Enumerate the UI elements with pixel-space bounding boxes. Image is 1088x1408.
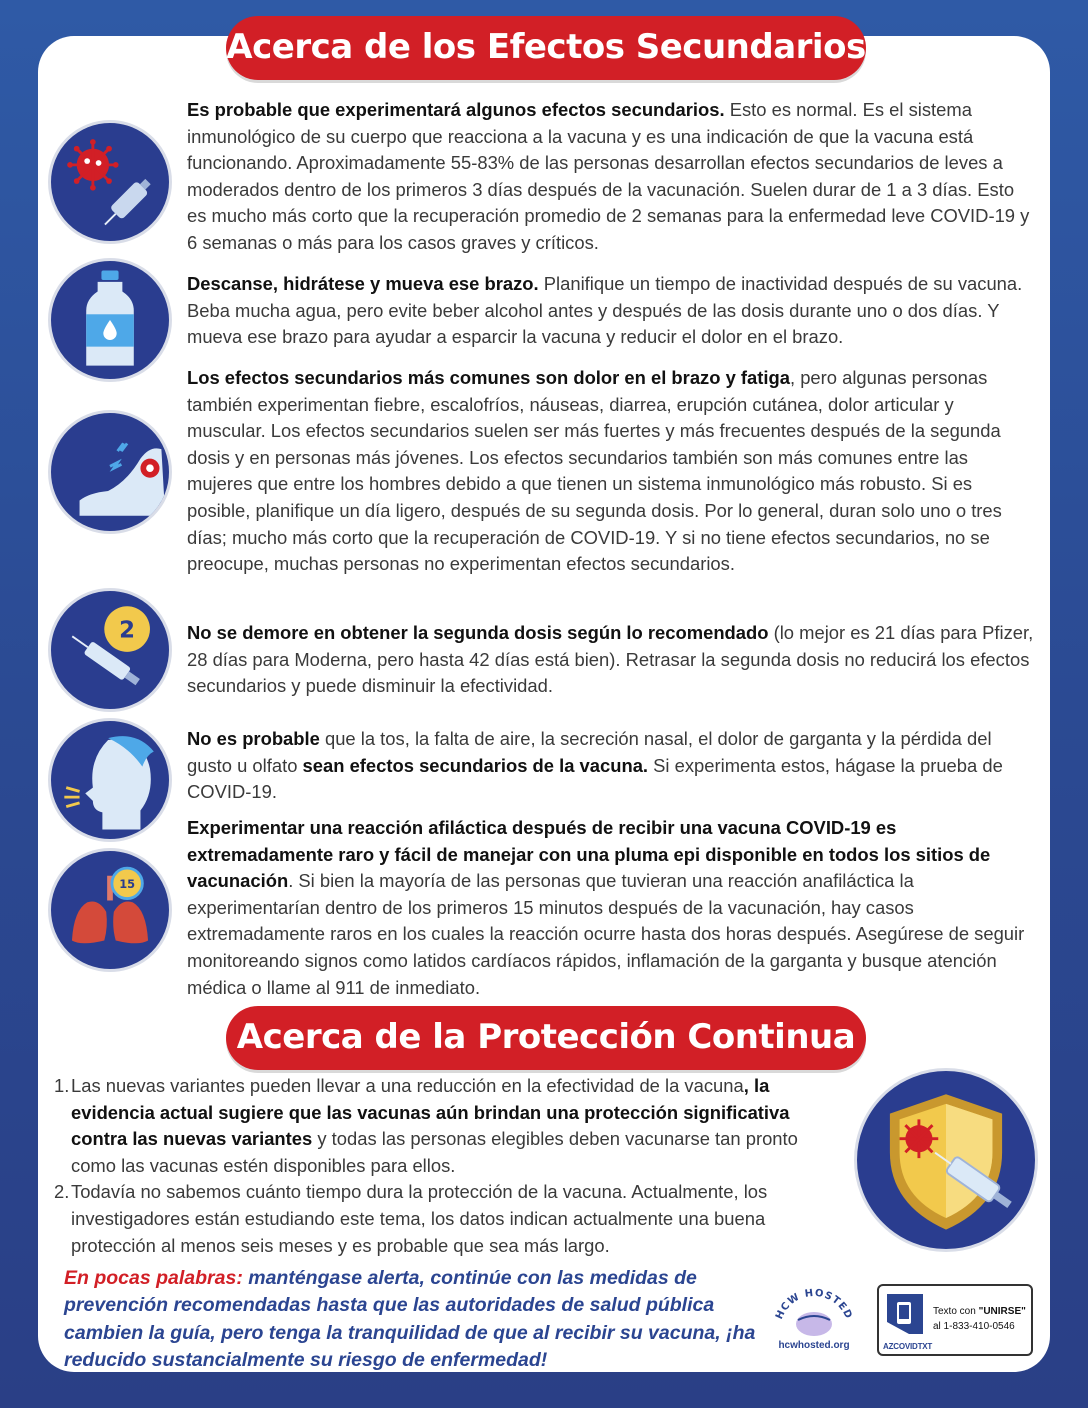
dose-number: 2 (119, 617, 136, 644)
az-covid-text-box: AZCOVIDTXT Texto con "UNIRSE" al 1-833-410-0546 (877, 1284, 1033, 1356)
list-item: 2. Todavía no sabemos cuánto tiempo dura la protección de la vacuna. Actualmente, los investigadores están estudiando este tema, los datos indican actualmente una buena protección al menos seis meses y es probable que sea más largo. (54, 1181, 768, 1256)
paragraph-rest-hydrate: Descanse, hidrátese y mueva ese brazo. Planifique un tiempo de inactividad después de su vacuna. Beba mucha agua, pero evite beber alcohol antes y después de las dosis durante uno o dos días. Y mueva ese brazo para ayudar a esparcir la vacuna y reducir el dolor en el brazo. (187, 273, 1023, 348)
lungs-timer-icon (48, 848, 172, 972)
arizona-map-icon (885, 1292, 925, 1338)
svg-text:HCW HOSTED: HCW HOSTED (773, 1287, 855, 1322)
list-item: 1. Las nuevas variantes pueden llevar a una reducción en la efectividad de la vacuna, la evidencia actual sugiere que las vacunas aún brindan una protección significativa contra las nuevas variantes y todas las personas elegibles deben vacunarse tan pronto como las vacunas estén disponibles para ellos. (54, 1075, 798, 1176)
text-signup-info: Texto con "UNIRSE" al 1-833-410-0546 (933, 1306, 1026, 1332)
summary-text: En pocas palabras: manténgase alerta, continúe con las medidas de prevención recomendadas hasta que las autoridades de salud pública cambien la guía, pero tenga la tranquilidad de que al recibir su vacuna, ¡ha reducido sustancialmente su riesgo de enfermedad! (64, 1267, 756, 1372)
side-effects-banner: Acerca de los Efectos Secundarios (226, 16, 866, 80)
shield-vaccine-icon (854, 1068, 1038, 1252)
paragraph-not-side-effects: No es probable que la tos, la falta de aire, la secreción nasal, el dolor de garganta y la pérdida del gusto u olfato sean efectos secundarios de la vacuna. Si experimenta estos, hágase la prueba de COVID-19. (187, 728, 1003, 803)
paragraph-second-dose: No se demore en obtener la segunda dosis según lo recomendado (lo mejor es 21 días para Pfizer, 28 días para Moderna, pero hasta 42 días está bien). Retrasar la segunda dosis no reducirá los efectos secundarios y puede disminuir la efectividad. (187, 622, 1034, 697)
hcw-hosted-logo (766, 1284, 862, 1356)
hcw-url[interactable]: hcwhosted.org (778, 1340, 850, 1351)
protection-banner: Acerca de la Protección Continua (226, 1006, 866, 1070)
second-dose-syringe-icon (48, 588, 172, 712)
paragraph-side-effects-expected: Es probable que experimentará algunos efectos secundarios. Esto es normal. Es el sistema inmunológico de su cuerpo que reacciona a la vacuna y es una indicación de que la vacuna está funcionando. Aproximadamente 55-83% de las personas desarrollan efectos secundarios de leves a moderados dentro de los primeros 3 días después de la vacunación. Suelen durar de 1 a 3 días. Esto es mucho más corto que la recuperación promedio de 2 semanas para la enfermedad leve COVID-19 y 6 semanas o más para los casos graves y críticos. (187, 99, 1030, 253)
paragraph-anaphylaxis: Experimentar una reacción afiláctica después de recibir una vacuna COVID-19 es extremadamente raro y fácil de manejar con una pluma epi disponible en todos los sitios de vacunación. Si bien la mayoría de las personas que tuvieran una reacción anafiláctica la experimentarían dentro de los primeros 15 minutos después de la vacunación, hay casos extremadamente raros en los cuales la reacción ocurre hasta dos horas después. Asegúrese de seguir monitoreando signos como latidos cardíacos rápidos, inflamación de la garganta y busque atención médica o llame al 911 de inmediato. (187, 817, 1025, 998)
protection-list (54, 1073, 824, 1259)
sore-arm-icon (48, 410, 172, 534)
coughing-person-icon (48, 718, 172, 842)
virus-vaccine-icon (48, 120, 172, 244)
water-bottle-icon (48, 258, 172, 382)
paragraph-common-side-effects: Los efectos secundarios más comunes son dolor en el brazo y fatiga, pero algunas personas también experimentan fiebre, escalofríos, náuseas, diarrea, erupción cutánea, dolor articular y muscular. Los efectos secundarios suelen ser más fuertes y más frecuentes después de la segunda dosis y en personas más jóvenes. Los efectos secundarios también son más comunes entre las mujeres que entre los hombres debido a que tienen un sistema inmunológico más robusto. Si es posible, planifique un día ligero, después de su segunda dosis. Por lo general, duran solo uno o tres días; mucho más corto que la recuperación de COVID-19. Y si no tiene efectos secundarios, no se preocupe, muchas personas no experimentan efectos secundarios. (187, 367, 1002, 575)
timer-number: 15 (119, 877, 136, 892)
